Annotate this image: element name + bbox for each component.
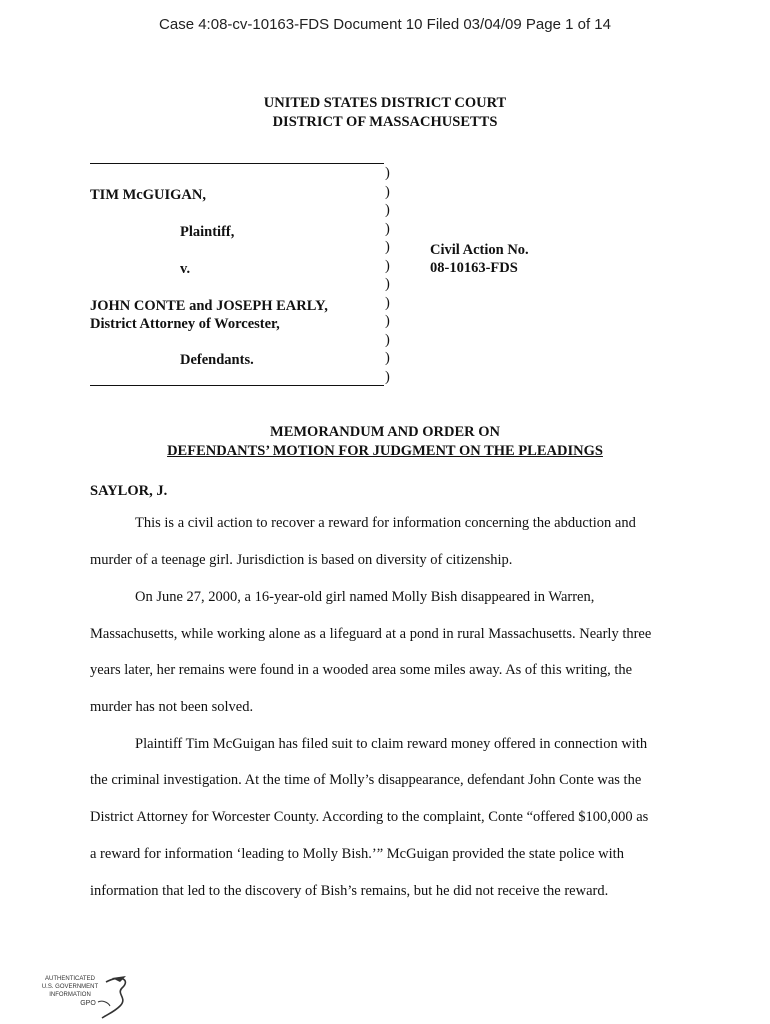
gpo-authentication-seal <box>36 972 136 1020</box>
defendants-role: Defendants. <box>180 352 254 368</box>
civil-action-number: 08-10163-FDS <box>430 260 518 276</box>
body-line: This is a civil action to recover a reward for information concerning the abduction and <box>135 515 636 531</box>
title-line-2: DEFENDANTS’ MOTION FOR JUDGMENT ON THE PLEADINGS <box>167 443 603 459</box>
court-district: DISTRICT OF MASSACHUSETTS <box>272 114 498 130</box>
svg-text:U.S. GOVERNMENT: U.S. GOVERNMENT <box>41 984 99 990</box>
body-line: On June 27, 2000, a 16-year-old girl named Molly Bish disappeared in Warren, <box>135 589 595 605</box>
case-header: Case 4:08-cv-10163-FDS Document 10 Filed 03/04/09 Page 1 of 14 <box>159 16 611 33</box>
body-line: a reward for information ‘leading to Molly Bish.’” McGuigan provided the state police with <box>90 846 624 862</box>
caption-top-rule <box>90 163 384 164</box>
body-line: Plaintiff Tim McGuigan has filed suit to claim reward money offered in connection with <box>135 736 648 752</box>
body-line: murder has not been solved. <box>90 699 254 715</box>
body-line: Massachusetts, while working alone as a lifeguard at a pond in rural Massachusetts. Nearly three <box>90 626 652 642</box>
versus-label: v. <box>180 261 191 277</box>
court-heading <box>0 94 770 132</box>
plaintiff-role: Plaintiff, <box>180 224 235 240</box>
defendants-title: District Attorney of Worcester, <box>90 316 280 332</box>
body-line: information that led to the discovery of Bish’s remains, but he did not receive the reward. <box>90 883 609 899</box>
svg-text:INFORMATION: INFORMATION <box>49 992 91 998</box>
caption-parentheses: ) ) ) ) ) ) ) ) ) ) ) ) <box>385 165 390 385</box>
civil-action-label: Civil Action No. <box>430 242 529 258</box>
caption-bottom-rule <box>90 385 384 386</box>
plaintiff-name: TIM McGUIGAN, <box>90 187 206 203</box>
body-line: years later, her remains were found in a wooded area some miles away. As of this writing, the <box>90 662 633 678</box>
title-line-1: MEMORANDUM AND ORDER ON <box>270 424 500 440</box>
judge-name: SAYLOR, J. <box>90 483 168 499</box>
court-name: UNITED STATES DISTRICT COURT <box>263 95 507 111</box>
svg-text:AUTHENTICATED: AUTHENTICATED <box>45 976 95 982</box>
svg-text:GPO: GPO <box>80 1000 96 1007</box>
body-line: District Attorney for Worcester County. According to the complaint, Conte “offered $100,000 as <box>90 809 649 825</box>
document-title <box>0 423 770 461</box>
body-line: the criminal investigation. At the time of Molly’s disappearance, defendant John Conte was the <box>90 772 642 788</box>
body-line: murder of a teenage girl. Jurisdiction is based on diversity of citizenship. <box>90 552 513 568</box>
defendants-names: JOHN CONTE and JOSEPH EARLY, <box>90 298 328 314</box>
